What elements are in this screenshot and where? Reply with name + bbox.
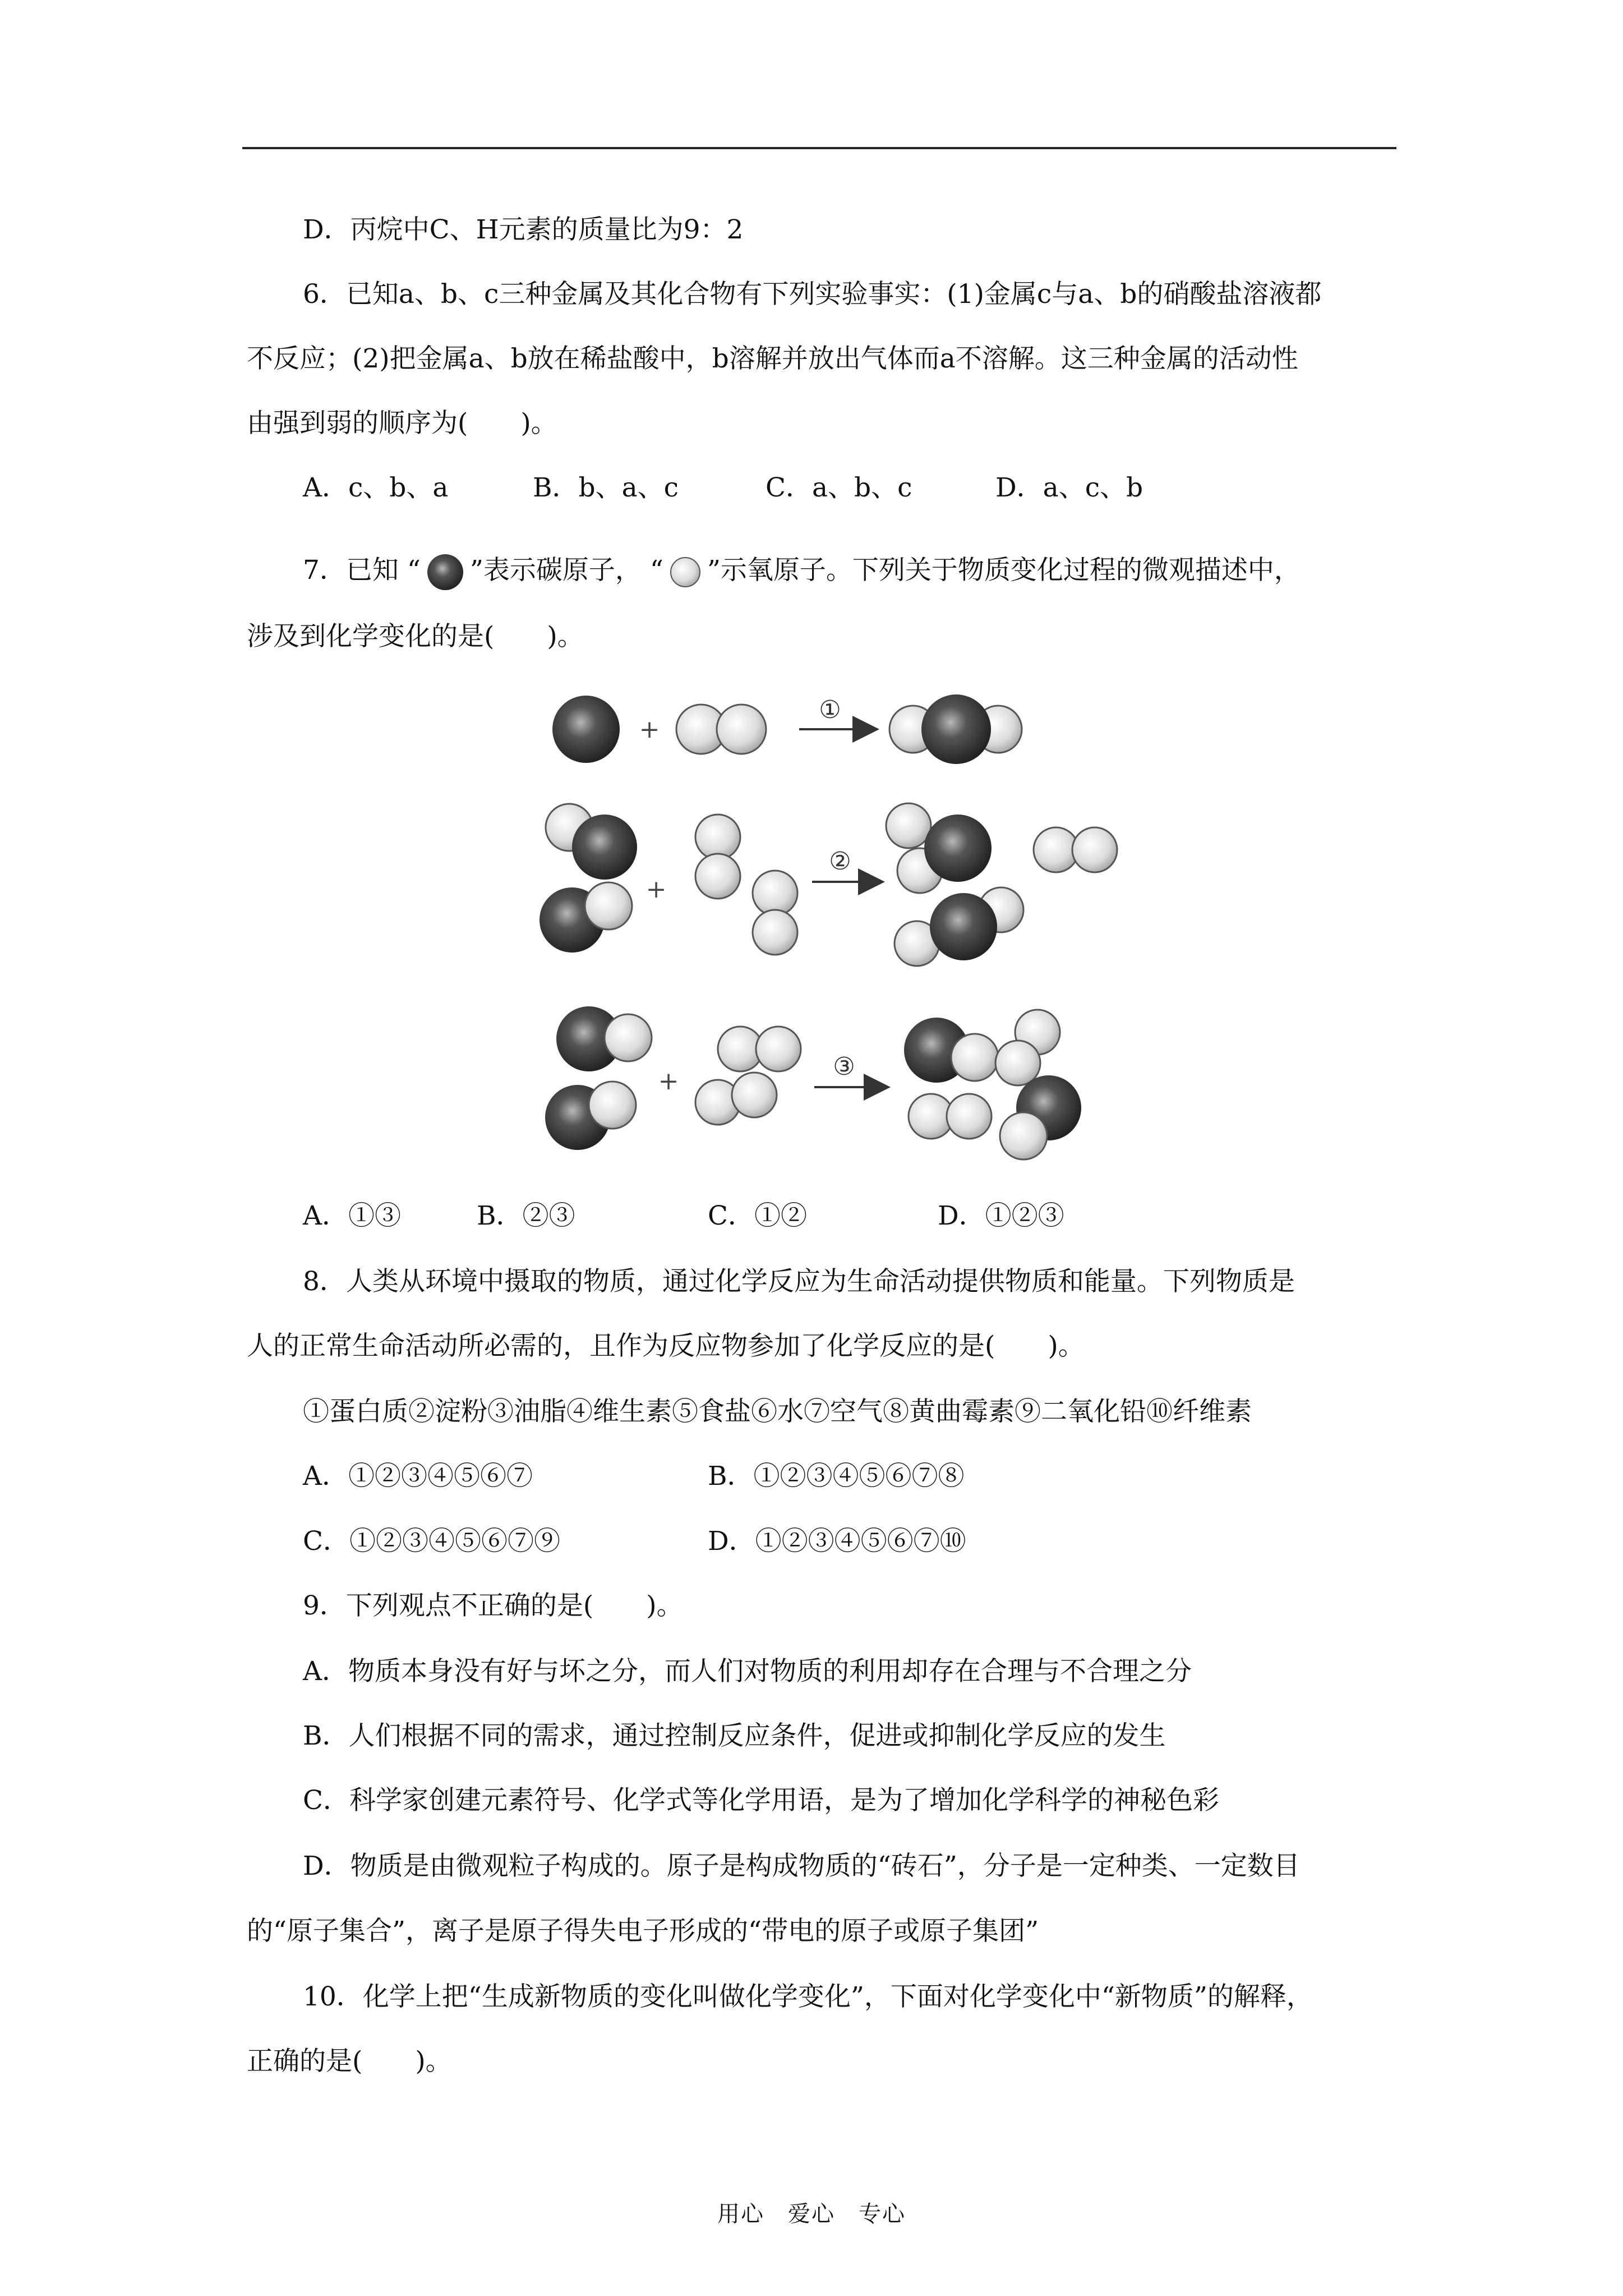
q8-option-d: D．①②③④⑤⑥⑦⑩ — [708, 1526, 966, 1557]
oxygen-atom — [753, 871, 797, 915]
q7-text-part-a: 7．已知 “ — [303, 555, 421, 586]
carbon-atom — [572, 815, 637, 880]
q9-option-b: B．人们根据不同的需求，通过控制反应条件，促进或抑制化学反应的发生 — [303, 1720, 1166, 1751]
q6-text-line3: 由强到弱的顺序为( )。 — [247, 408, 557, 439]
oxygen-atom — [756, 1027, 801, 1071]
arrow-label-1: ① — [819, 696, 841, 724]
carbon-atom — [552, 696, 620, 763]
oxygen-atom — [605, 1014, 652, 1061]
arrow-label-2: ② — [829, 847, 851, 876]
q6-text-line1: 6．已知a、b、c三种金属及其化合物有下列实验事实：(1)金属c与a、b的硝酸盐溶液都 — [303, 279, 1322, 310]
q7-option-a: A．①③ — [303, 1200, 401, 1231]
q10-text-line2: 正确的是( )。 — [247, 2046, 452, 2077]
oxygen-atom — [589, 1082, 636, 1129]
q8-option-c: C．①②③④⑤⑥⑦⑨ — [303, 1526, 560, 1557]
q9-option-c: C．科学家创建元素符号、化学式等化学用语，是为了增加化学科学的神秘色彩 — [303, 1785, 1219, 1816]
q9-option-a: A．物质本身没有好与坏之分，而人们对物质的利用却存在合理与不合理之分 — [303, 1656, 1192, 1687]
q7-option-d: D．①②③ — [938, 1200, 1064, 1231]
oxygen-atom — [585, 882, 632, 930]
oxygen-atom — [753, 910, 797, 955]
reaction-row-1 — [552, 694, 1022, 764]
oxygen-atom — [1072, 827, 1117, 872]
carbon-atom — [924, 815, 992, 882]
carbon-atom — [930, 893, 997, 960]
q9-text-line1: 9．下列观点不正确的是( )。 — [303, 1590, 683, 1621]
q7-text-part-b: ”表示碳原子， “ — [469, 555, 663, 586]
q6-option-b: B．b、a、c — [533, 472, 679, 503]
oxygen-atom — [947, 1094, 992, 1139]
page-footer: 用心 爱心 专心 — [717, 2201, 906, 2227]
plus-sign: + — [645, 875, 667, 904]
reaction-row-2 — [540, 803, 1117, 966]
arrow-label-3: ③ — [833, 1052, 855, 1081]
q9-option-d-line2: 的“原子集合”，离子是原子得失电子形成的“带电的原子或原子集团” — [247, 1916, 1039, 1947]
oxygen-atom — [886, 803, 931, 848]
oxygen-atom — [995, 1041, 1040, 1085]
q7-option-b: B．②③ — [477, 1200, 575, 1231]
oxygen-atom — [732, 1073, 777, 1117]
q9-option-d-line1: D．物质是由微观粒子构成的。原子是构成物质的“砖石”，分子是一定种类、一定数目 — [303, 1851, 1300, 1881]
oxygen-atom — [1000, 1112, 1047, 1159]
header-rule — [242, 147, 1396, 149]
q7-text-line1 — [303, 553, 1458, 592]
plus-sign: + — [639, 715, 660, 744]
q10-text-line1: 10．化学上把“生成新物质的变化叫做化学变化”，下面对化学变化中“新物质”的解释， — [303, 1981, 1313, 2012]
oxygen-atom-icon — [666, 555, 705, 589]
q7-text-line2: 涉及到化学变化的是( )。 — [247, 621, 584, 652]
carbon-atom-icon — [423, 553, 468, 592]
q6-text-line2: 不反应；(2)把金属a、b放在稀盐酸中，b溶解并放出气体而a不溶解。这三种金属的活动性 — [247, 343, 1298, 374]
reaction-row-3 — [545, 1006, 1081, 1159]
oxygen-atom — [717, 705, 766, 754]
carbon-atom — [921, 694, 991, 764]
molecule-reaction-diagram — [494, 673, 1166, 1178]
oxygen-atom — [951, 1034, 998, 1081]
q8-option-b: B．①②③④⑤⑥⑦⑧ — [708, 1461, 965, 1492]
q8-item-list: ①蛋白质②淀粉③油脂④维生素⑤食盐⑥水⑦空气⑧黄曲霉素⑨二氧化铅⑩纤维素 — [303, 1396, 1252, 1427]
oxygen-atom — [695, 854, 740, 899]
q7-text-part-c: ”示氧原子。下列关于物质变化过程的微观描述中， — [707, 555, 1301, 586]
q6-option-d: D．a、c、b — [995, 472, 1144, 503]
q8-text-line2: 人的正常生命活动所必需的，且作为反应物参加了化学反应的是( )。 — [247, 1331, 1085, 1361]
q7-option-c: C．①② — [708, 1200, 807, 1231]
q5-option-d: D．丙烷中C、H元素的质量比为9：2 — [303, 214, 744, 245]
q6-option-c: C．a、b、c — [766, 472, 912, 503]
q6-option-a: A．c、b、a — [303, 472, 449, 503]
plus-sign: + — [658, 1067, 679, 1096]
q8-option-a: A．①②③④⑤⑥⑦ — [303, 1461, 533, 1492]
q8-text-line1: 8．人类从环境中摄取的物质，通过化学反应为生命活动提供物质和能量。下列物质是 — [303, 1266, 1295, 1297]
oxygen-atom — [695, 815, 740, 859]
